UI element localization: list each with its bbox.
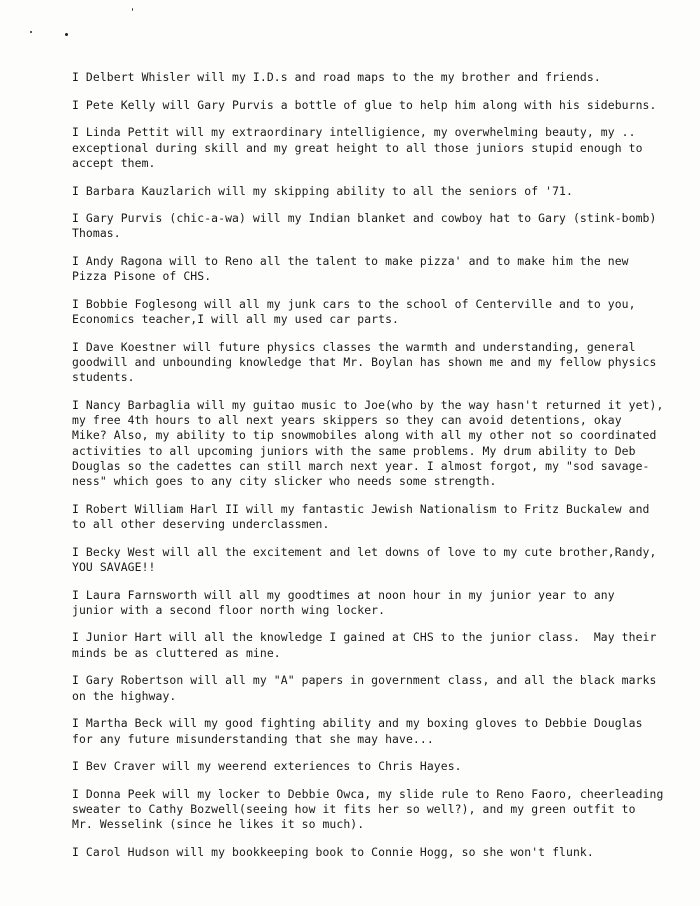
- bequest-line: I Laura Farnsworth will all my goodtimes at noon hour in my junior year to any: [72, 587, 615, 602]
- bequest-line: YOU SAVAGE!!: [72, 559, 156, 574]
- bequest-line: accept them.: [72, 155, 156, 170]
- bequest-line: sweater to Cathy Bozwell(seeing how it fits her so well?), and my green outfit to: [72, 802, 636, 817]
- bequest-entry: [72, 716, 662, 746]
- bequest-line: I Bev Craver will my weerend exteriences to Chris Hayes.: [72, 759, 462, 774]
- bequest-line: I Nancy Barbaglia will my guitao music to Joe(who by the way hasn't returned it yet),: [72, 398, 664, 413]
- bequest-line: minds be as cluttered as mine.: [72, 645, 281, 660]
- bequest-line: I Donna Peek will my locker to Debbie Owca, my slide rule to Reno Faoro, cheerleading: [72, 786, 664, 801]
- bequest-line: I Becky West will all the excitement and let downs of love to my cute brother,Randy,: [72, 544, 657, 559]
- bequest-line: exceptional during skill and my great height to all those juniors stupid enough to: [72, 140, 643, 155]
- bequest-line: I Dave Koestner will future physics classes the warmth and understanding, general: [72, 339, 636, 354]
- bequest-line: ness" which goes to any city slicker who needs some strength.: [72, 474, 497, 489]
- bequest-line: I Robert William Harl II will my fantastic Jewish Nationalism to Fritz Buckalew and: [72, 501, 650, 516]
- bequest-line: activities to all upcoming juniors with the same problems. My drum ability to Deb: [72, 443, 636, 458]
- bequest-entry: [72, 787, 662, 833]
- bequest-line: I Martha Beck will my good fighting ability and my boxing gloves to Debbie Douglas: [72, 716, 643, 731]
- bequest-line: Thomas.: [72, 226, 121, 241]
- bequest-entry: [72, 125, 662, 171]
- bequest-line: I Barbara Kauzlarich will my skipping ability to all the seniors of '71.: [72, 183, 573, 198]
- bequest-line: I Junior Hart will all the knowledge I gained at CHS to the junior class. May their: [72, 630, 657, 645]
- bequest-entry: [72, 297, 662, 327]
- bequest-line: I Pete Kelly will Gary Purvis a bottle of glue to help him along with his sideburns.: [72, 97, 657, 112]
- bequest-line: Mr. Wesselink (since he likes it so much).: [72, 817, 365, 832]
- bequest-line: to all other deserving underclassmen.: [72, 516, 330, 531]
- bequest-entry: [72, 588, 662, 618]
- bequest-line: I Andy Ragona will to Reno all the talent to make pizza' and to make him the new: [72, 254, 629, 269]
- bequest-entry: [72, 502, 662, 532]
- bequest-entry: [72, 98, 662, 113]
- bequest-line: on the highway.: [72, 688, 177, 703]
- bequest-entry: [72, 211, 662, 241]
- bequest-line: junior with a second floor north wing locker.: [72, 602, 386, 617]
- bequest-line: I Gary Purvis (chic-a-wa) will my Indian blanket and cowboy hat to Gary (stink-bomb): [72, 211, 657, 226]
- bequest-entry: [72, 398, 662, 489]
- bequest-line: Mike? Also, my ability to tip snowmobiles along with all my other not so coordinated: [72, 428, 657, 443]
- bequest-list: [72, 70, 662, 873]
- bequest-line: I Gary Robertson will all my "A" papers in government class, and all the black marks: [72, 673, 657, 688]
- bequest-entry: [72, 184, 662, 199]
- bequest-entry: [72, 630, 662, 660]
- ink-speck: [30, 31, 32, 33]
- bequest-line: Douglas so the cadettes can still march next year. I almost forgot, my "sod savage-: [72, 458, 650, 473]
- bequest-entry: [72, 340, 662, 386]
- bequest-entry: [72, 673, 662, 703]
- bequest-line: Economics teacher,I will all my used car parts.: [72, 312, 400, 327]
- bequest-line: I Linda Pettit will my extraordinary intelligience, my overwhelming beauty, my ..: [72, 125, 636, 140]
- ink-speck: [65, 33, 68, 36]
- bequest-line: I Bobbie Foglesong will all my junk cars to the school of Centerville and to you,: [72, 297, 636, 312]
- bequest-entry: [72, 70, 662, 85]
- bequest-entry: [72, 845, 662, 860]
- bequest-entry: [72, 759, 662, 774]
- bequest-line: I Delbert Whisler will my I.D.s and road maps to the my brother and friends.: [72, 70, 601, 84]
- bequest-line: I Carol Hudson will my bookkeeping book to Connie Hogg, so she won't flunk.: [72, 845, 594, 860]
- bequest-entry: [72, 545, 662, 575]
- bequest-line: my free 4th hours to all next years skippers so they can avoid detentions, okay: [72, 413, 622, 428]
- ink-speck: [132, 8, 133, 11]
- bequest-line: Pizza Pisone of CHS.: [72, 269, 212, 284]
- bequest-entry: [72, 254, 662, 284]
- bequest-line: for any future misunderstanding that she may have...: [72, 731, 434, 746]
- bequest-line: students.: [72, 370, 135, 385]
- bequest-line: goodwill and unbounding knowledge that Mr. Boylan has shown me and my fellow physics: [72, 355, 657, 370]
